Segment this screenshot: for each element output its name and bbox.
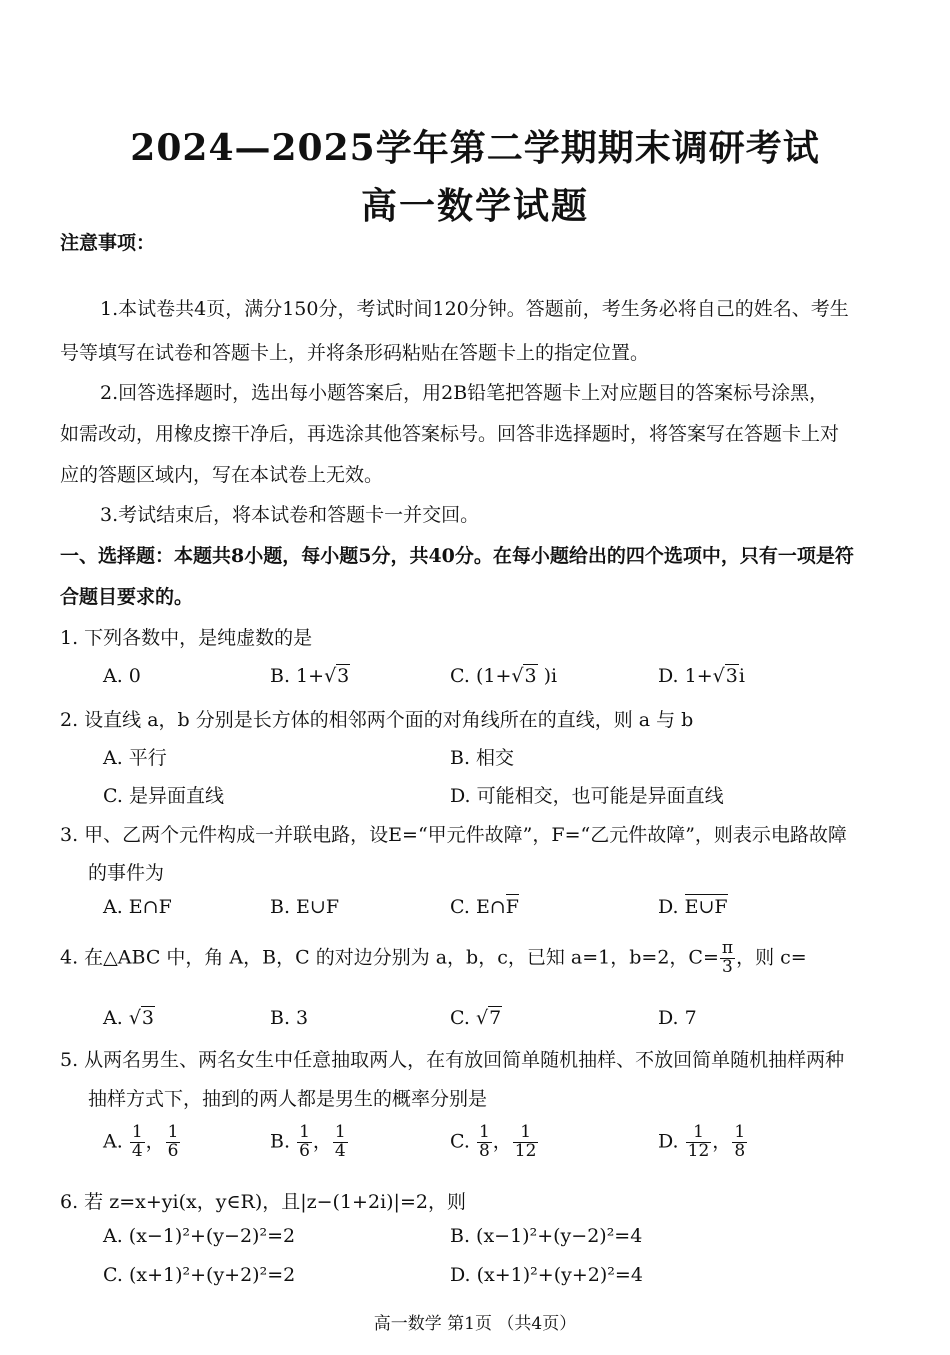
q4-option-a (103, 1007, 155, 1029)
q3-option-a: A. E∩F (103, 896, 172, 918)
q1-option-d (658, 665, 745, 687)
denominator: 4 (131, 1140, 143, 1161)
numerator: π (721, 938, 734, 958)
q5-option-a (103, 1124, 181, 1161)
fraction (130, 1124, 145, 1161)
q5-a-label: A. (103, 1130, 123, 1153)
q2-option-a: A. 平行 (103, 747, 167, 769)
question-4-stem (60, 940, 807, 977)
exam-subtitle: 高一数学试题 (360, 185, 589, 227)
q6-option-d: D. (x+1)²+(y+2)²=4 (450, 1264, 643, 1286)
q6-option-b: B. (x−1)²+(y−2)²=4 (450, 1225, 643, 1247)
question-1-stem: 1. 下列各数中，是纯虚数的是 (60, 627, 313, 649)
notice-line: 号等填写在试卷和答题卡上，并将条形码粘贴在答题卡上的指定位置。 (60, 342, 650, 364)
q2-option-d: D. 可能相交，也可能是异面直线 (450, 785, 724, 807)
question-2-stem: 2. 设直线 a，b 分别是长方体的相邻两个面的对角线所在的直线，则 a 与 b (60, 709, 694, 731)
q4-option-c (450, 1007, 502, 1029)
q3-d-prefix: D. (658, 896, 685, 918)
radicand: 3 (725, 665, 738, 687)
fraction (166, 1124, 181, 1161)
denominator: 3 (722, 956, 733, 977)
denominator: 12 (687, 1140, 710, 1161)
complement-bar: E∪F (684, 896, 728, 918)
denominator: 6 (299, 1140, 310, 1161)
sqrt-symbol: √3 (128, 1007, 155, 1029)
numerator: 1 (131, 1122, 143, 1142)
denominator: 6 (167, 1140, 179, 1161)
q4-option-b: B. 3 (270, 1007, 309, 1029)
numerator: 1 (334, 1122, 346, 1142)
q3-c-prefix: C. E∩ (450, 896, 506, 918)
denominator: 8 (478, 1140, 490, 1161)
fraction (686, 1124, 712, 1161)
q2-option-c: C. 是异面直线 (103, 785, 224, 807)
q5-option-d (658, 1124, 748, 1161)
radicand: 3 (524, 665, 537, 687)
exam-title: 2024—2025学年第二学期期末调研考试 (130, 127, 820, 169)
radicand: 3 (141, 1007, 155, 1029)
q4-stem-prefix: 4. 在△ABC 中，角 A，B，C 的对边分别为 a，b，c，已知 a=1，b=2，C= (60, 946, 719, 969)
fraction (732, 1124, 747, 1161)
section-heading: 一、选择题：本题共8小题，每小题5分，共40分。在每小题给出的四个选项中，只有一项是符 (60, 545, 854, 567)
question-5-stem: 5. 从两名男生、两名女生中任意抽取两人，在有放回简单随机抽样、不放回简单随机抽样两种 (60, 1049, 845, 1071)
notice-line: 2.回答选择题时，选出每小题答案后，用2B铅笔把答题卡上对应题目的答案标号涂黑， (100, 382, 829, 404)
numerator: 1 (734, 1122, 746, 1142)
q1-option-b (270, 665, 350, 687)
q3-option-c (450, 896, 519, 918)
fraction (333, 1124, 348, 1161)
notice-line: 1.本试卷共4页，满分150分，考试时间120分钟。答题前，考生务必将自己的姓名、考生 (100, 298, 849, 320)
section-heading: 合题目要求的。 (60, 586, 194, 608)
fraction (513, 1124, 539, 1161)
notice-line: 3.考试结束后，将本试卷和答题卡一并交回。 (100, 504, 480, 526)
question-3-stem-cont: 的事件为 (88, 862, 165, 884)
q3-option-b: B. E∪F (270, 896, 340, 918)
sqrt-symbol: √3 (712, 665, 738, 687)
q2-option-b: B. 相交 (450, 747, 515, 769)
numerator: 1 (167, 1122, 179, 1142)
complement-bar: F (505, 896, 519, 918)
sqrt-symbol: √7 (475, 1007, 502, 1029)
q1-option-c (450, 665, 557, 687)
q1-option-a: A. 0 (103, 665, 141, 687)
fraction (297, 1124, 312, 1161)
fraction (477, 1124, 492, 1161)
q5-c-label: C. (450, 1130, 470, 1153)
q4-a-prefix: A. (103, 1007, 129, 1029)
numerator: 1 (686, 1124, 712, 1143)
numerator: 1 (299, 1122, 310, 1142)
q5-option-b (270, 1124, 349, 1161)
page-footer: 高一数学 第1页 （共4页） (373, 1314, 577, 1334)
q4-option-d: D. 7 (658, 1007, 697, 1029)
denominator: 12 (514, 1140, 537, 1161)
radicand: 7 (489, 1007, 502, 1029)
numerator: 1 (513, 1124, 539, 1143)
denominator: 4 (334, 1140, 346, 1161)
sqrt-symbol: √3 (324, 665, 350, 687)
q1-d-prefix: D. 1+ (658, 665, 713, 687)
separator: ， (492, 1130, 512, 1153)
question-6-stem: 6. 若 z=x+yi(x，y∈R)，且|z−(1+2i)|=2，则 (60, 1191, 466, 1213)
q6-option-c: C. (x+1)²+(y+2)²=2 (103, 1264, 296, 1286)
q1-b-prefix: B. 1+ (270, 665, 325, 687)
radicand: 3 (337, 665, 350, 687)
sqrt-symbol: √3 (511, 665, 537, 687)
separator: ， (712, 1130, 732, 1153)
fraction (720, 940, 735, 977)
question-5-stem-cont: 抽样方式下，抽到的两人都是男生的概率分别是 (88, 1088, 488, 1110)
separator: ， (312, 1130, 332, 1153)
notice-line: 应的答题区域内，写在本试卷上无效。 (60, 464, 384, 486)
q1-c-prefix: C. (1+ (450, 665, 512, 687)
q5-b-label: B. (270, 1130, 291, 1153)
notice-line: 如需改动，用橡皮擦干净后，再选涂其他答案标号。回答非选择题时，将答案写在答题卡上对 (60, 423, 840, 445)
notice-heading: 注意事项： (60, 232, 156, 254)
denominator: 8 (734, 1140, 746, 1161)
question-3-stem: 3. 甲、乙两个元件构成一并联电路，设E=“甲元件故障”，F=“乙元件故障”，则表示电路故障 (60, 824, 847, 846)
q6-option-a: A. (x−1)²+(y−2)²=2 (103, 1225, 296, 1247)
q1-d-suffix: i (738, 665, 745, 687)
q1-c-suffix: )i (537, 665, 558, 687)
q5-option-c (450, 1124, 539, 1161)
q4-stem-suffix: ，则 c= (736, 946, 807, 969)
q4-c-prefix: C. (450, 1007, 476, 1029)
q5-d-label: D. (658, 1130, 679, 1153)
separator: ， (145, 1130, 165, 1153)
q3-option-d (658, 896, 728, 918)
numerator: 1 (478, 1122, 490, 1142)
